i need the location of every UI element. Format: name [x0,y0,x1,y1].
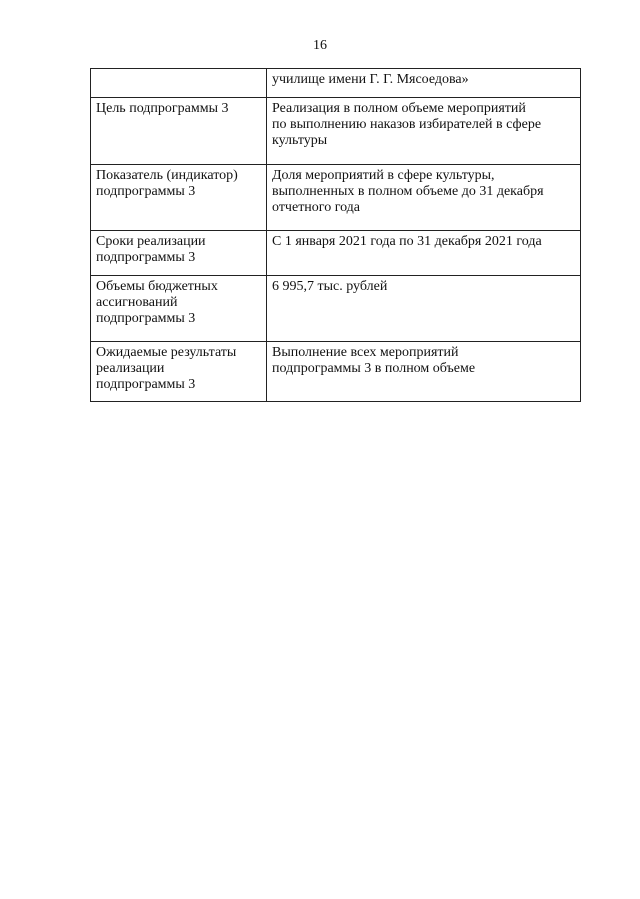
value-line: выполненных в полном объеме до 31 декабря [272,184,544,199]
subprogram-passport-table [90,68,581,402]
label-line: подпрограммы 3 [96,377,196,392]
row-value-cell [267,231,581,276]
label-line: подпрограммы 3 [96,184,196,199]
label-line: Показатель (индикатор) [96,168,238,183]
value-line: Реализация в полном объеме мероприятий [272,101,526,116]
value-line: подпрограммы 3 в полном объеме [272,361,476,376]
value-line: Выполнение всех мероприятий [272,345,459,360]
row-label-cell [91,165,267,231]
row-value-cell [267,342,581,402]
table-row [91,342,581,402]
label-line: ассигнований [96,295,178,310]
row-label-cell [91,231,267,276]
row-value-cell [267,165,581,231]
table-row [91,231,581,276]
table-row [91,276,581,342]
row-value-cell [267,69,581,98]
value-line: 6 995,7 тыс. рублей [272,279,388,294]
table-row [91,98,581,165]
label-line: Объемы бюджетных [96,279,218,294]
value-line: училище имени Г. Г. Мясоедова» [272,72,469,87]
value-line: Доля мероприятий в сфере культуры, [272,168,495,183]
value-line: отчетного года [272,200,361,215]
table-row [91,165,581,231]
row-label-cell [91,69,267,98]
label-line: реализации [96,361,165,376]
value-line: культуры [272,133,328,148]
value-line: по выполнению наказов избирателей в сфере [272,117,542,132]
row-label-cell [91,342,267,402]
row-label-cell [91,98,267,165]
label-line: подпрограммы 3 [96,311,196,326]
value-line: С 1 января 2021 года по 31 декабря 2021 года [272,234,542,249]
label-line: Сроки реализации [96,234,206,249]
label-line: Цель подпрограммы 3 [96,101,229,116]
row-value-cell [267,98,581,165]
label-line: Ожидаемые результаты [96,345,237,360]
page-number: 16 [313,38,327,53]
row-value-cell [267,276,581,342]
label-line: подпрограммы 3 [96,250,196,265]
table-row [91,69,581,98]
row-label-cell [91,276,267,342]
